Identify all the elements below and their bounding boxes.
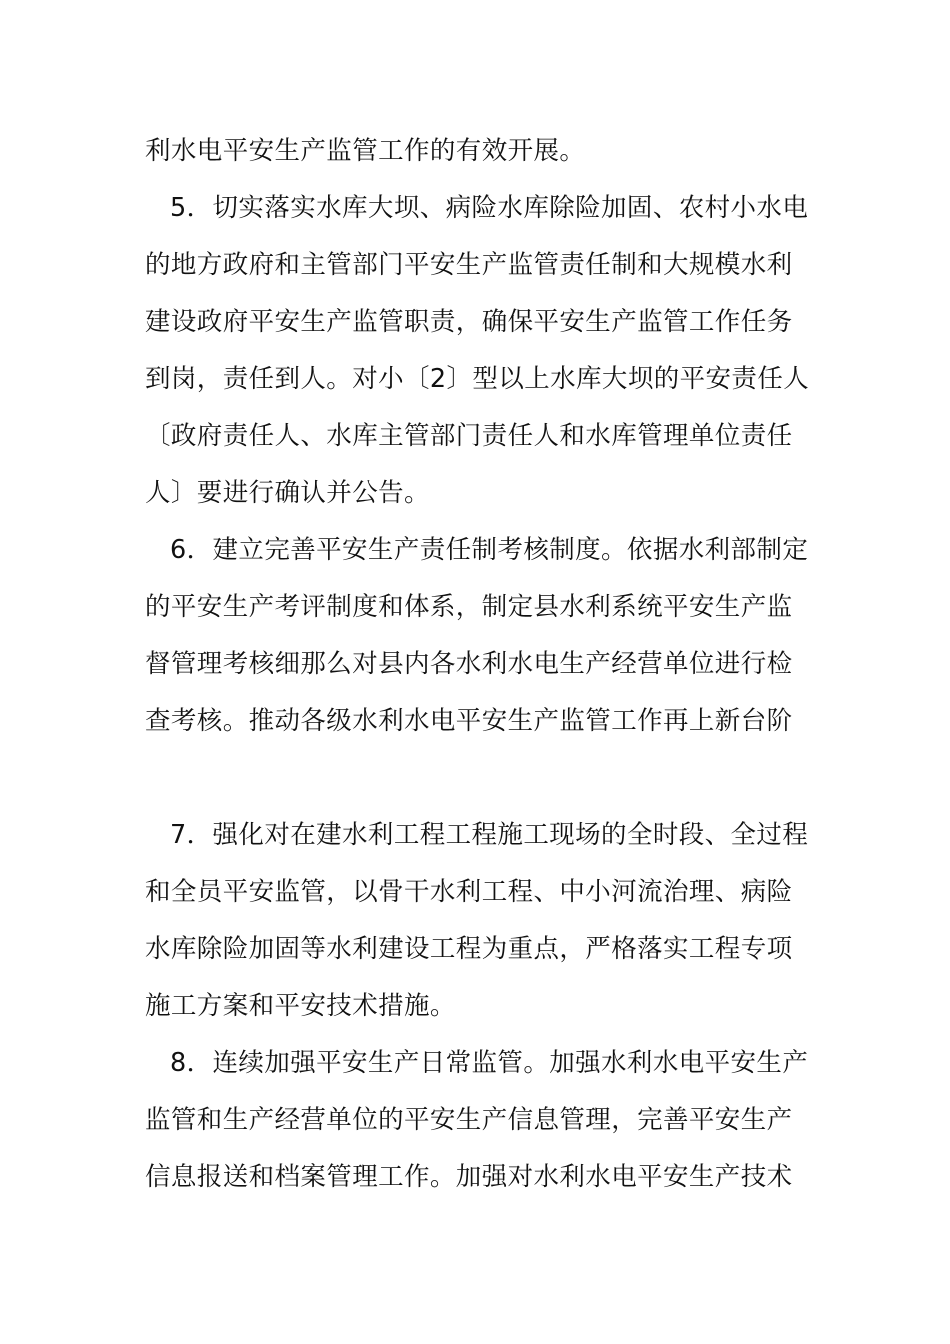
- text-line: 和全员平安监管，以骨干水利工程、中小河流治理、病险: [145, 877, 793, 907]
- text-line: 到岗，责任到人。对小〔2〕型以上水库大坝的平安责任人: [145, 364, 810, 394]
- text-line: 人〕要进行确认并公告。: [145, 478, 430, 508]
- text-line: 施工方案和平安技术措施。: [145, 991, 456, 1021]
- text-line: 水库除险加固等水利建设工程为重点，严格落实工程专项: [145, 934, 793, 964]
- text-line: 监管和生产经营单位的平安生产信息管理，完善平安生产: [145, 1105, 793, 1135]
- text-line: 的平安生产考评制度和体系，制定县水利系统平安生产监: [145, 592, 793, 622]
- text-line: 信息报送和档案管理工作。加强对水利水电平安生产技术: [145, 1162, 793, 1192]
- text-line: 的地方政府和主管部门平安生产监管责任制和大规模水利: [145, 250, 793, 280]
- paragraph-6-start: 6．建立完善平安生产责任制考核制度。依据水利部制定: [170, 535, 809, 565]
- text-line: 〔政府责任人、水库主管部门责任人和水库管理单位责任: [145, 421, 793, 451]
- paragraph-8-start: 8．连续加强平安生产日常监管。加强水利水电平安生产: [170, 1048, 809, 1078]
- text-line: 督管理考核细那么对县内各水利水电生产经营单位进行检: [145, 649, 793, 679]
- text-line: 利水电平安生产监管工作的有效开展。: [145, 136, 586, 166]
- paragraph-5-start: 5．切实落实水库大坝、病险水库除险加固、农村小水电: [170, 193, 809, 223]
- text-line: 查考核。推动各级水利水电平安生产监管工作再上新台阶: [145, 706, 793, 736]
- paragraph-7-start: 7．强化对在建水利工程工程施工现场的全时段、全过程: [170, 820, 809, 850]
- text-line: 建设政府平安生产监管职责，确保平安生产监管工作任务: [145, 307, 793, 337]
